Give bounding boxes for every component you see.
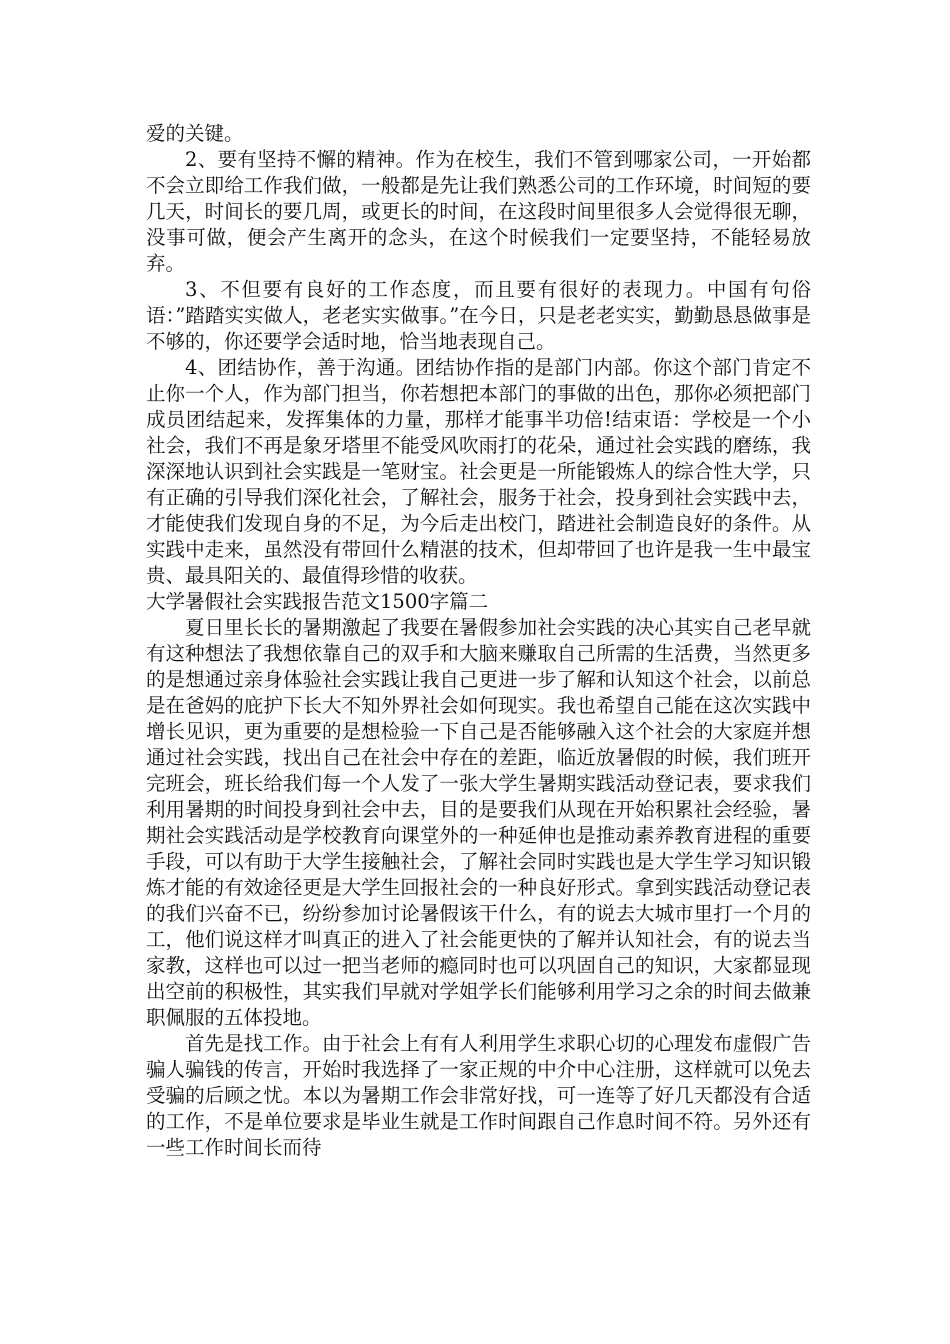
paragraph-finding-work: 首先是找工作。由于社会上有有人利用学生求职心切的心理发布虚假广告骗人骗钱的传言，开始时我选择了一家正规的中介中心注册，这样就可以免去受骗的后顾之忧。本以为暑期工作会非常好找，可一连等了好几天都没有合适的工作，不是单位要求是毕业生就是工作时间跟自己作息时间不符。另外还有一些工作时间长而待 — [146, 1032, 811, 1159]
paragraph-point-4: 4、团结协作，善于沟通。团结协作指的是部门内部。你这个部门肯定不止你一个人，作为部门担当，你若想把本部门的事做的出色，那你必须把部门成员团结起来，发挥集体的力量，那样才能事半功倍!结束语：学校是一个小社会，我们不再是象牙塔里不能受风吹雨打的花朵，通过社会实践的磨练，我深深地认识到社会实践是一笔财宝。社会更是一所能锻炼人的综合性大学，只有正确的引导我们深化社会，了解社会，服务于社会，投身到社会实践中去，才能使我们发现自身的不足，为今后走出校门，踏进社会制造良好的条件。从实践中走来，虽然没有带回什么精湛的技术，但却带回了也许是我一生中最宝贵、最具阳关的、最值得珍惜的收获。 — [146, 356, 811, 587]
section-heading: 大学暑假社会实践报告范文1500字篇二 — [146, 590, 489, 613]
paragraph-point-3: 3、不但要有良好的工作态度，而且要有很好的表现力。中国有句俗语：”踏踏实实做人，老老实实做事。”在今日，只是老老实实，勤勤恳恳做事是不够的，你还要学会适时地，恰当地表现自己。 — [146, 278, 811, 353]
paragraph-continuation: 爱的关键。 — [146, 122, 244, 145]
paragraph-point-2: 2、要有坚持不懈的精神。作为在校生，我们不管到哪家公司，一开始都不会立即给工作我们做，一般都是先让我们熟悉公司的工作环境，时间短的要几天，时间长的要几周，或更长的时间，在这段时间里很多人会觉得很无聊，没事可做，便会产生离开的念头，在这个时候我们一定要坚持，不能轻易放弃。 — [146, 148, 811, 275]
paragraph-summer-intro: 夏日里长长的暑期激起了我要在暑假参加社会实践的决心其实自己老早就有这种想法了我想依靠自己的双手和大脑来赚取自己所需的生活费，当然更多的是想通过亲身体验社会实践让我自己更进一步了解和认知这个社会，以前总是在爸妈的庇护下长大不知外界社会如何现实。我也希望自己能在这次实践中增长见识，更为重要的是想检验一下自己是否能够融入这个社会的大家庭并想通过社会实践，找出自己在社会中存在的差距，临近放暑假的时候，我们班开完班会，班长给我们每一个人发了一张大学生暑期实践活动登记表，要求我们利用暑期的时间投身到社会中去，目的是要我们从现在开始积累社会经验，暑期社会实践活动是学校教育向课堂外的一种延伸也是推动素养教育进程的重要手段，可以有助于大学生接触社会，了解社会同时实践也是大学生学习知识锻炼才能的有效途径更是大学生回报社会的一种良好形式。拿到实践活动登记表的我们兴奋不已，纷纷参加讨论暑假该干什么，有的说去大城市里打一个月的工，他们说这样才叫真正的进入了社会能更快的了解并认知社会，有的说去当家教，这样也可以过一把当老师的瘾同时也可以巩固自己的知识，大家都显现出空前的积极性，其实我们早就对学姐学长们能够利用学习之余的时间去做兼职佩服的五体投地。 — [146, 616, 811, 1029]
document-body — [146, 121, 811, 1161]
